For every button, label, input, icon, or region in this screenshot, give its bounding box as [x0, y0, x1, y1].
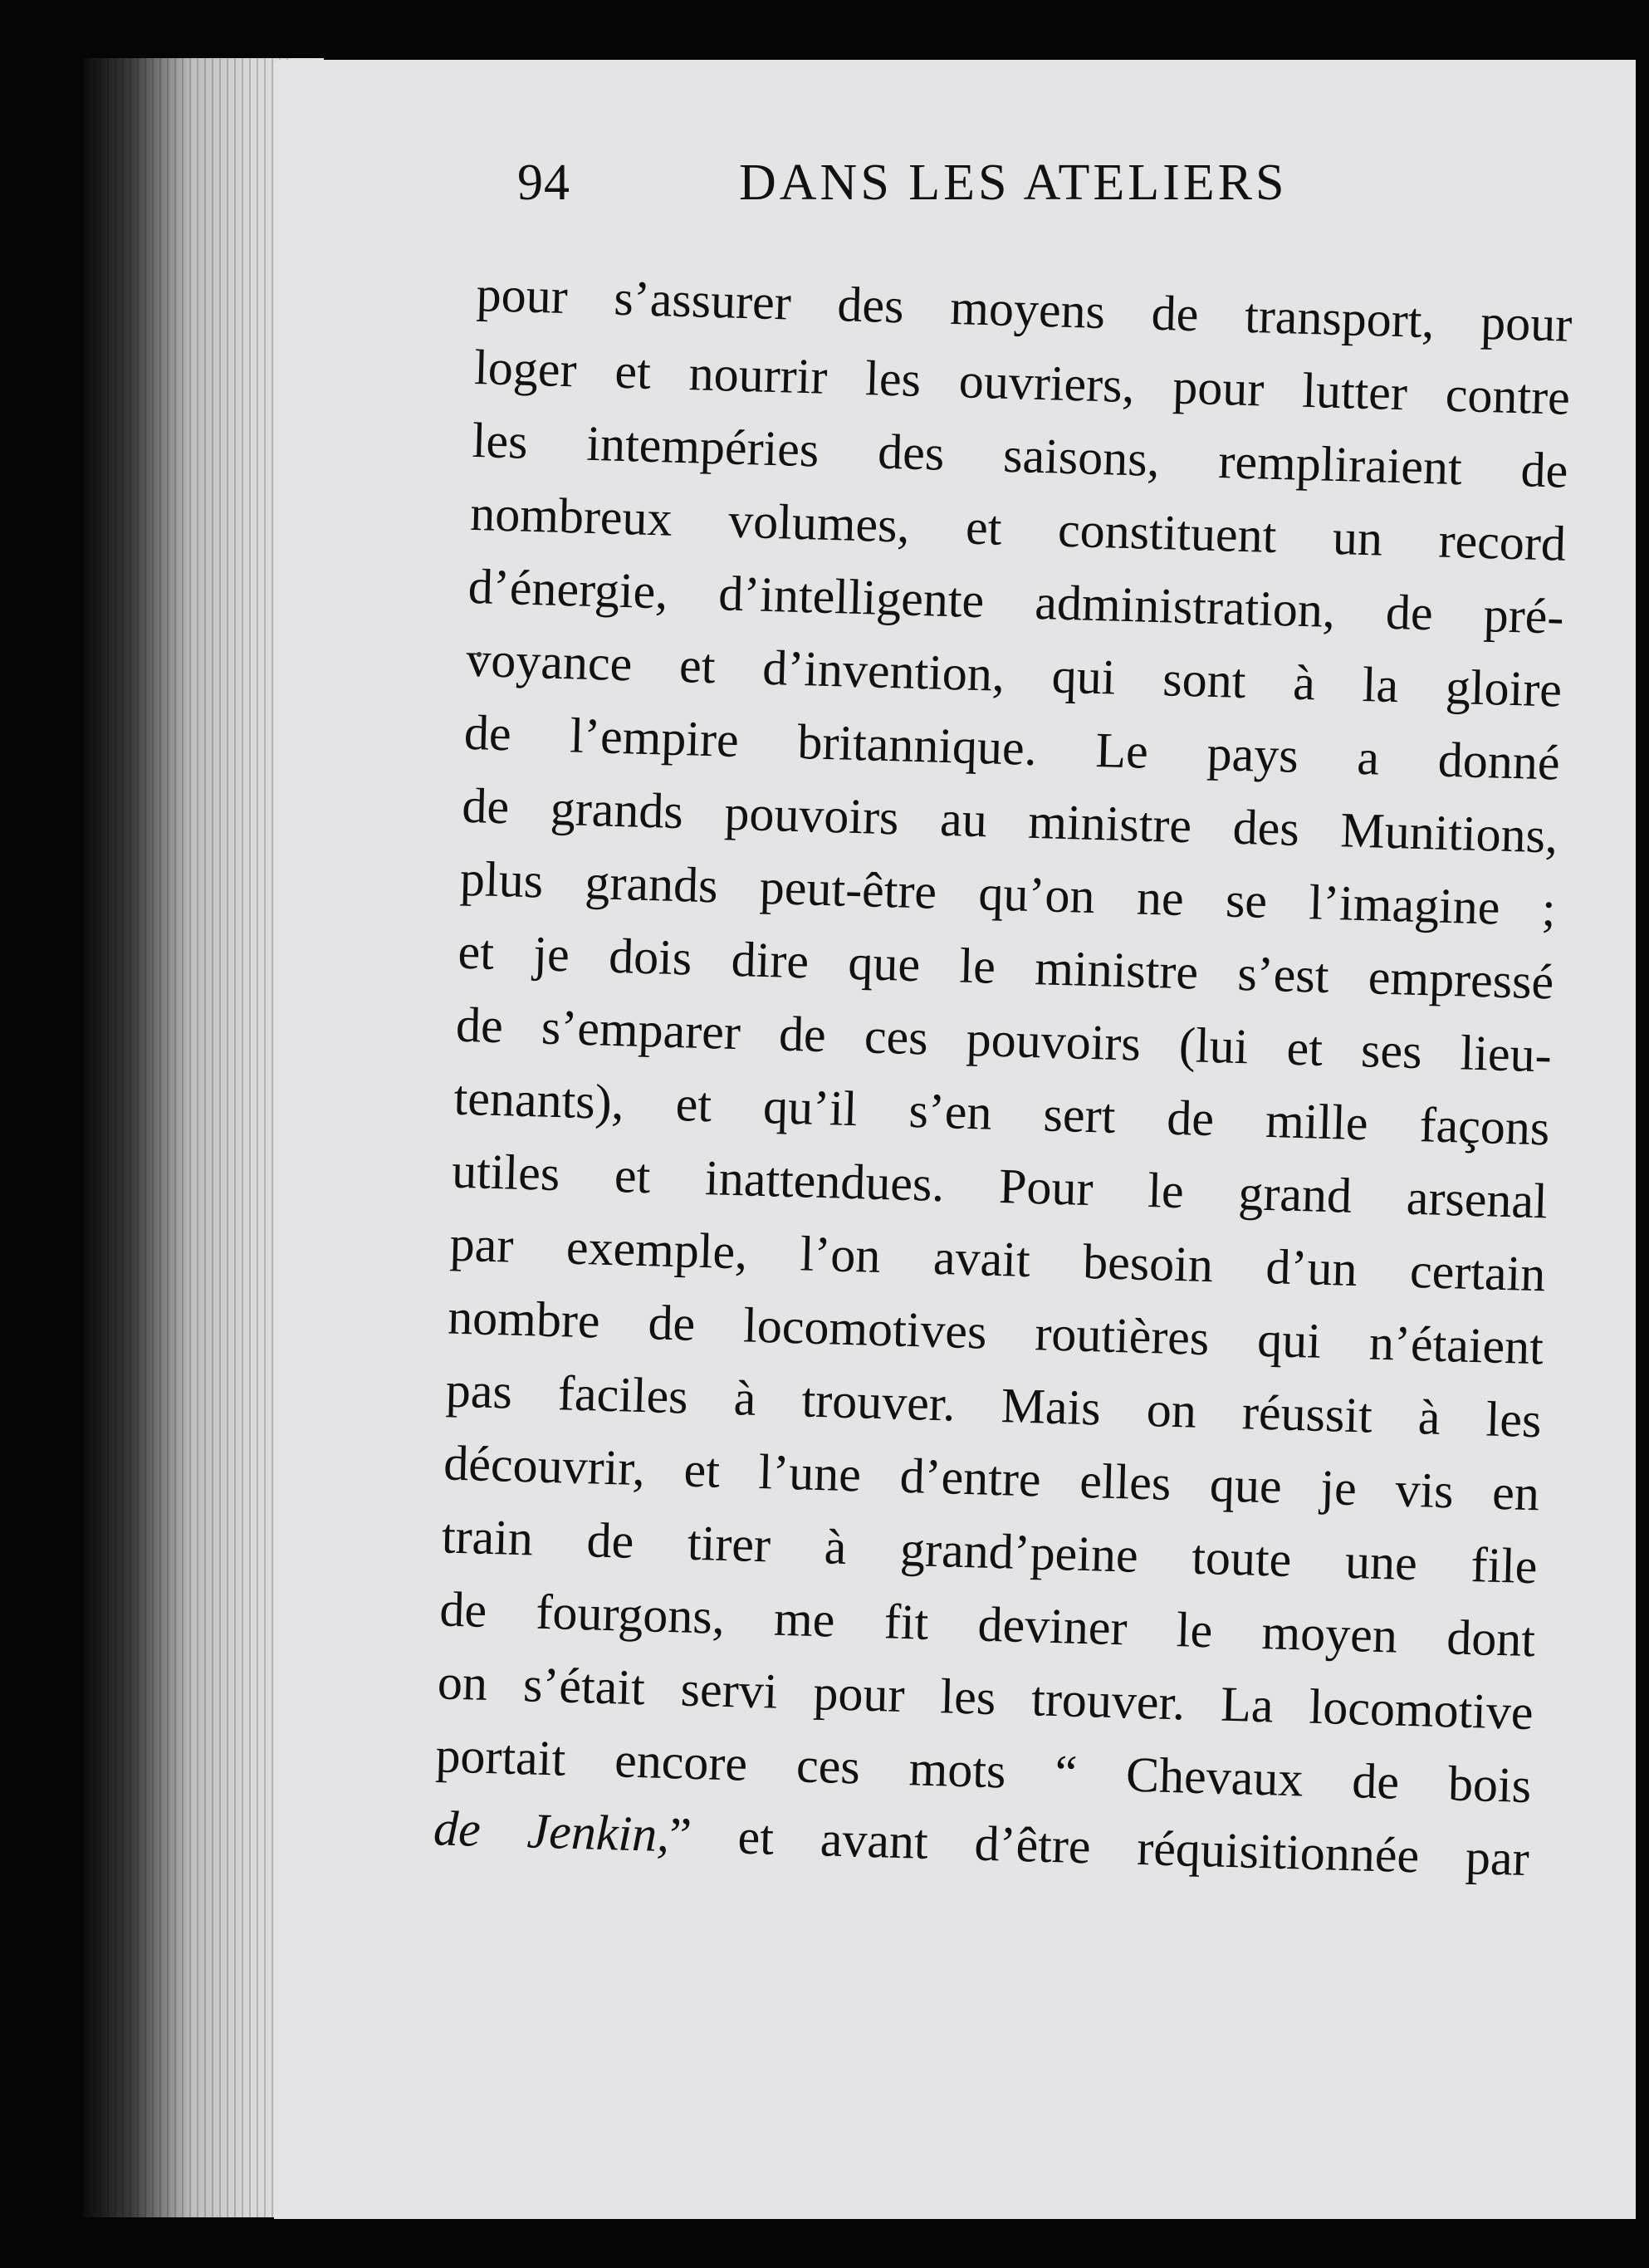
text-line: d’énergie, d’intelligente administration, de pré- — [467, 558, 1565, 644]
text-line: pour s’assurer des moyens de transport, pour — [475, 266, 1573, 352]
text-line: tenants), et qu’il s’en sert de mille façons — [453, 1070, 1551, 1156]
text-line: on s’était servi pour les trouver. La locomotive — [437, 1654, 1534, 1741]
text-line: train de tirer à grand’peine toute une file — [441, 1508, 1539, 1594]
text-line: nombreux volumes, et constituent un record — [469, 485, 1567, 571]
text-line: par exemple, l’on avait besoin d’un certain — [448, 1216, 1547, 1302]
running-title: DANS LES ATELIERS — [739, 154, 1288, 211]
text-line: loger et nourrir les ouvriers, pour lutter contre — [473, 339, 1571, 425]
text-line: de grands pouvoirs au ministre des Munitions, — [461, 777, 1558, 864]
text-line: et je dois dire que le ministre s’est empressé — [457, 923, 1555, 1010]
text-line: plus grands peut-être qu’on ne se l’imagine ; — [459, 850, 1557, 937]
text-line: utiles et inattendues. Pour le grand arsenal — [451, 1143, 1549, 1229]
text-line: les intempéries des saisons, rempliraient de — [471, 412, 1569, 498]
text-line: découvrir, et l’une d’entre elles que je vis en — [443, 1435, 1540, 1521]
text-line: nombre de locomotives routières qui n’étaient — [447, 1289, 1544, 1375]
text-line: de l’empire britannique. Le pays a donné — [463, 704, 1561, 791]
page-header — [517, 154, 1356, 220]
text-line: de s’emparer de ces pouvoirs (lui et ses lieu- — [455, 997, 1553, 1083]
text-line-rest: ” et avant d’être réquisitionnée par — [668, 1807, 1530, 1887]
text-line: voyance et d’invention, qui sont à la gloire — [465, 631, 1563, 718]
book-page-edges-texture — [100, 58, 291, 2217]
text-line: pas faciles à trouver. Mais on réussit à les — [444, 1362, 1543, 1448]
body-text — [433, 257, 1573, 1895]
text-line: de fourgons, me fit deviner le moyen dont — [438, 1581, 1536, 1668]
italic-phrase: de Jenkin, — [433, 1800, 671, 1863]
text-line: portait encore ces mots “ Chevaux de bois — [434, 1727, 1533, 1814]
page-number: 94 — [517, 154, 570, 211]
